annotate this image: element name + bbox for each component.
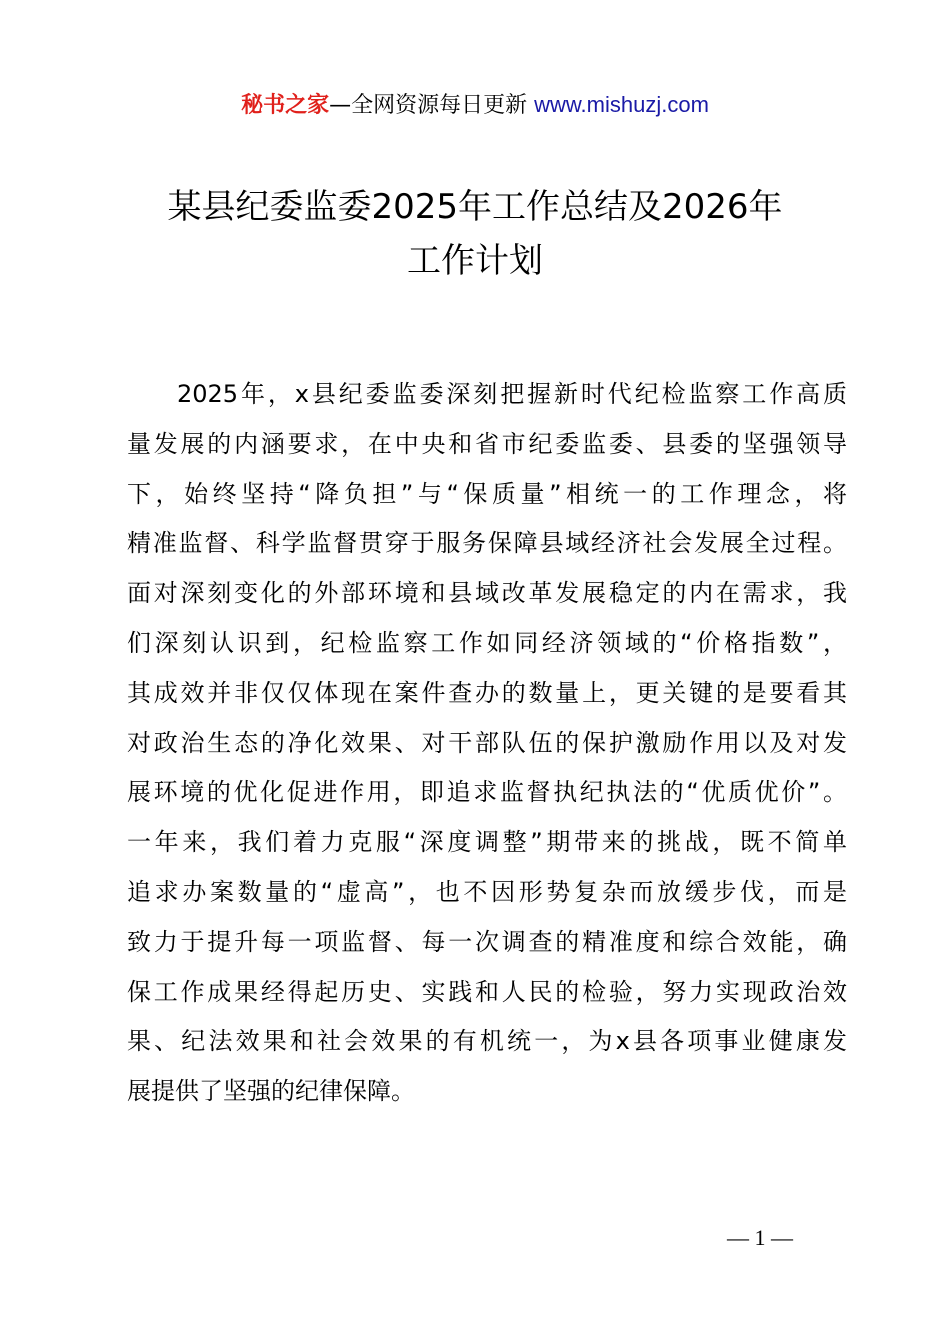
body-line: 2025年，x县纪委监委深刻把握新时代纪检监察工作高质 [177, 380, 847, 408]
body-line: 面对深刻变化的外部环境和县域改革发展稳定的内在需求，我 [127, 579, 847, 608]
body-line: 展提供了坚强的纪律保障。 [127, 1077, 415, 1106]
body-line: 展环境的优化促进作用，即追求监督执纪执法的“优质优价”。 [127, 778, 847, 807]
site-banner [0, 88, 950, 123]
brand-name: 秘书之家 [241, 93, 330, 118]
body-line: 量发展的内涵要求，在中央和省市纪委监委、县委的坚强领导 [127, 429, 847, 458]
body-line: 一年来，我们着力克服“深度调整”期带来的挑战，既不简单 [127, 828, 847, 857]
body-line: 保工作成果经得起历史、实践和人民的检验，努力实现政治效 [127, 977, 847, 1006]
body-line: 追求办案数量的“虚高”，也不因形势复杂而放缓步伐，而是 [127, 877, 847, 906]
body-paragraph [127, 370, 847, 1117]
body-line: 下，始终坚持“降负担”与“保质量”相统一的工作理念，将 [127, 479, 847, 508]
page-number: — 1 — [727, 1225, 793, 1250]
body-line: 致力于提升每一项监督、每一次调查的精准度和综合效能，确 [127, 927, 847, 956]
document-title [100, 180, 850, 288]
body-line: 对政治生态的净化效果、对干部队伍的保护激励作用以及对发 [127, 728, 847, 757]
title-line: 工作计划 [407, 241, 543, 281]
body-line: 精准监督、科学监督贯穿于服务保障县域经济社会发展全过程。 [127, 529, 847, 558]
body-line: 们深刻认识到，纪检监察工作如同经济领域的“价格指数”， [127, 628, 847, 657]
body-line: 果、纪法效果和社会效果的有机统一，为x县各项事业健康发 [127, 1027, 847, 1056]
body-line: 其成效并非仅仅体现在案件查办的数量上，更关键的是要看其 [127, 678, 847, 707]
banner-tagline: —全网资源每日更新 [329, 93, 535, 118]
title-line: 某县纪委监委2025年工作总结及2026年 [167, 187, 783, 227]
site-url[interactable]: www.mishuzj.com [534, 92, 709, 117]
